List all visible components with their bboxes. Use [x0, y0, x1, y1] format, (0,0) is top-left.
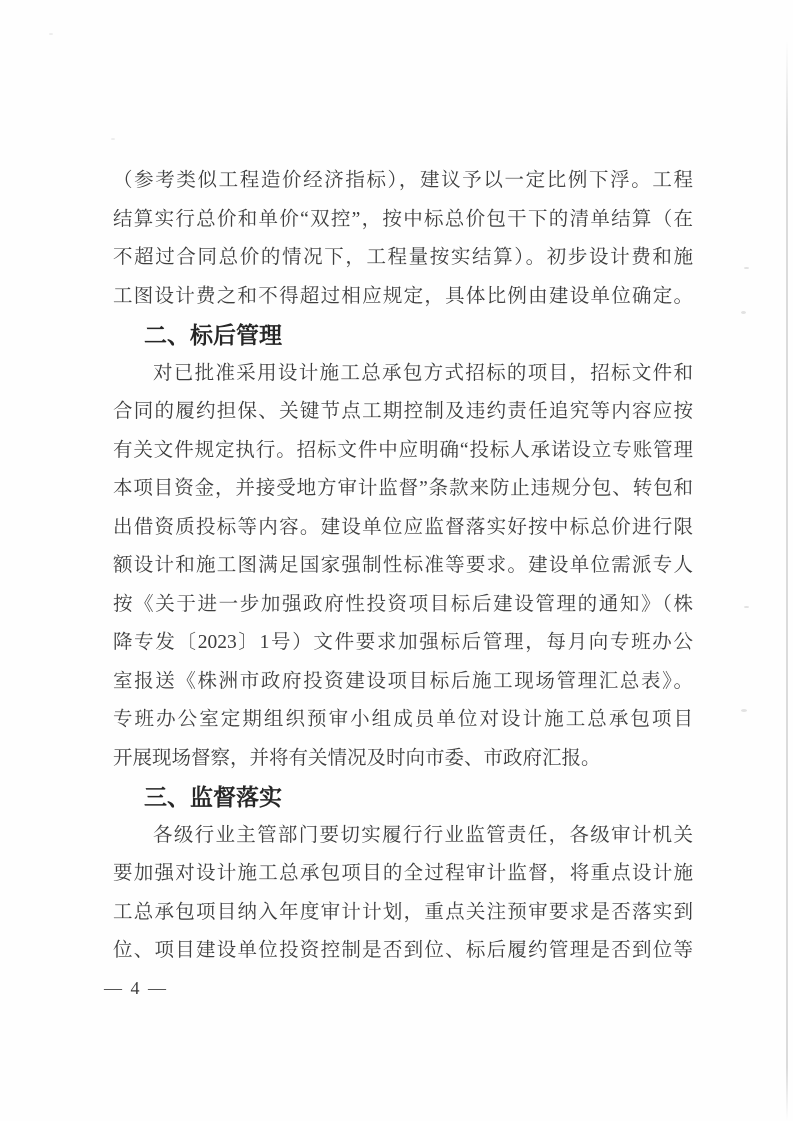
text-line: 降专发〔2023〕1号）文件要求加强标后管理，每月向专班办公 [113, 632, 693, 653]
section-heading: 二、标后管理 [144, 322, 282, 348]
text-line: 各级行业主管部门要切实履行行业监管责任，各级审计机关 [153, 824, 693, 846]
text-line: 开展现场督察，并将有关情况及时向市委、市政府汇报。 [113, 747, 601, 769]
text-line: 要加强对设计施工总承包项目的全过程审计监督，将重点设计施 [113, 863, 693, 884]
scan-speck [741, 311, 746, 314]
text-line: 有关文件规定执行。招标文件中应明确“投标人承诺设立专账管理 [113, 439, 693, 461]
text-line: 额设计和施工图满足国家强制性标准等要求。建设单位需派专人 [113, 555, 693, 576]
text-line: （参考类似工程造价经济指标），建议予以一定比例下浮。工程 [113, 170, 693, 191]
scan-speck [744, 606, 749, 608]
page-number: — 4 — [104, 978, 168, 998]
scan-speck [49, 33, 53, 35]
text-line: 按《关于进一步加强政府性投资项目标后建设管理的通知》（株 [113, 593, 693, 615]
text-line: 出借资质投标等内容。建设单位应监督落实好按中标总价进行限 [113, 516, 693, 538]
scan-speck [741, 709, 747, 712]
document-body-text [113, 162, 693, 971]
text-line: 工图设计费之和不得超过相应规定，具体比例由建设单位确定。 [113, 285, 693, 307]
text-line: 室报送《株洲市政府投资建设项目标后施工现场管理汇总表》。 [113, 670, 693, 692]
text-line: 合同的履约担保、关键节点工期控制及违约责任追究等内容应按 [113, 401, 693, 422]
section-heading: 三、监督落实 [144, 784, 282, 810]
text-line: 结算实行总价和单价“双控”，按中标总价包干下的清单结算（在 [113, 208, 693, 230]
text-line: 专班办公室定期组织预审小组成员单位对设计施工总承包项目 [113, 709, 693, 730]
scan-speck [744, 267, 749, 269]
text-line: 不超过合同总价的情况下，工程量按实结算）。初步设计费和施 [113, 247, 693, 268]
text-line: 位、项目建设单位投资控制是否到位、标后履约管理是否到位等 [113, 940, 693, 961]
text-line: 本项目资金，并接受地方审计监督”条款来防止违规分包、转包和 [113, 478, 693, 499]
scan-edge-shadow [786, 40, 788, 1121]
scan-speck [111, 138, 115, 140]
text-line: 工总承包项目纳入年度审计计划，重点关注预审要求是否落实到 [113, 901, 693, 923]
text-line: 对已批准采用设计施工总承包方式招标的项目，招标文件和 [153, 362, 693, 384]
